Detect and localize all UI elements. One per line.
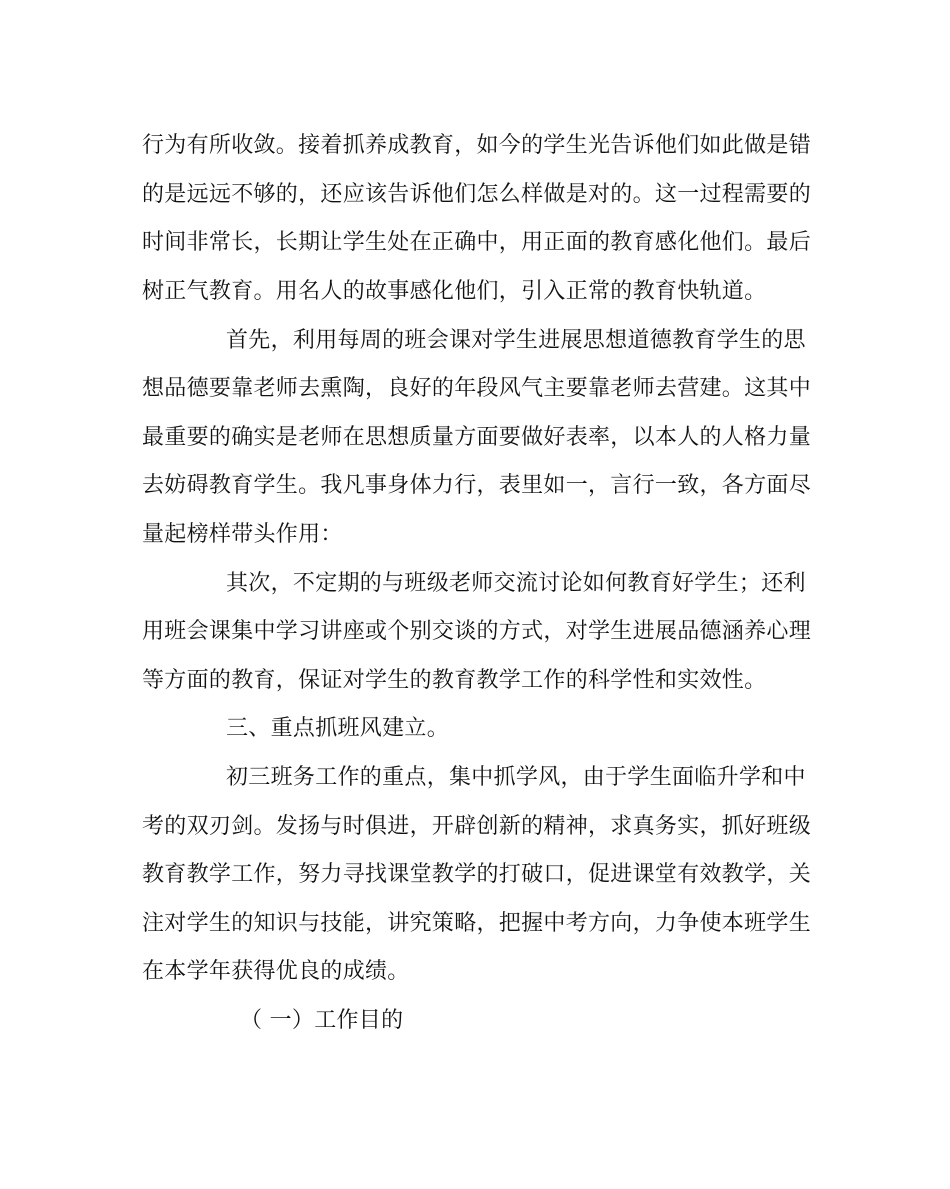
text-line: 去妨碍教育学生。我凡事身体力行，表里如一，言行一致，各方面尽	[142, 473, 812, 498]
text-line: 最重要的确实是老师在思想质量方面要做好表率，以本人的人格力量	[142, 425, 812, 450]
text-line: 时间非常长，长期让学生处在正确中，用正面的教育感化他们。最后	[142, 230, 812, 255]
text-line: 量起榜样带头作用：	[142, 522, 343, 547]
paragraph-start-line: 首先，利用每周的班会课对学生进展思想道德教育学生的思	[226, 328, 806, 353]
text-line: 树正气教育。用名人的故事感化他们，引入正常的教育快轨道。	[142, 279, 767, 304]
paragraph-start-line: 初三班务工作的重点，集中抓学风，由于学生面临升学和中	[226, 765, 806, 790]
subsection-heading: （ 一）工作目的	[240, 1008, 404, 1033]
text-line: 的是远远不够的，还应该告诉他们怎么样做是对的。这一过程需要的	[142, 182, 812, 207]
text-line: 用班会课集中学习讲座或个别交谈的方式，对学生进展品德涵养心理	[142, 619, 812, 644]
text-line: 行为有所收敛。接着抓养成教育，如今的学生光告诉他们如此做是错	[142, 133, 812, 158]
paragraph-start-line: 其次，不定期的与班级老师交流讨论如何教育好学生；还利	[226, 571, 806, 596]
text-line: 在本学年获得优良的成绩。	[142, 959, 410, 984]
text-line: 注对学生的知识与技能，讲究策略，把握中考方向，力争使本班学生	[142, 911, 812, 936]
text-line: 等方面的教育，保证对学生的教育教学工作的科学性和实效性。	[142, 668, 767, 693]
section-heading: 三、重点抓班风建立。	[226, 716, 450, 741]
text-line: 考的双刃剑。发扬与时俱进，开辟创新的精神，求真务实，抓好班级	[142, 814, 812, 839]
text-line: 教育教学工作，努力寻找课堂教学的打破口，促进课堂有效教学，关	[142, 862, 812, 887]
text-line: 想品德要靠老师去熏陶，良好的年段风气主要靠老师去营建。这其中	[142, 376, 812, 401]
